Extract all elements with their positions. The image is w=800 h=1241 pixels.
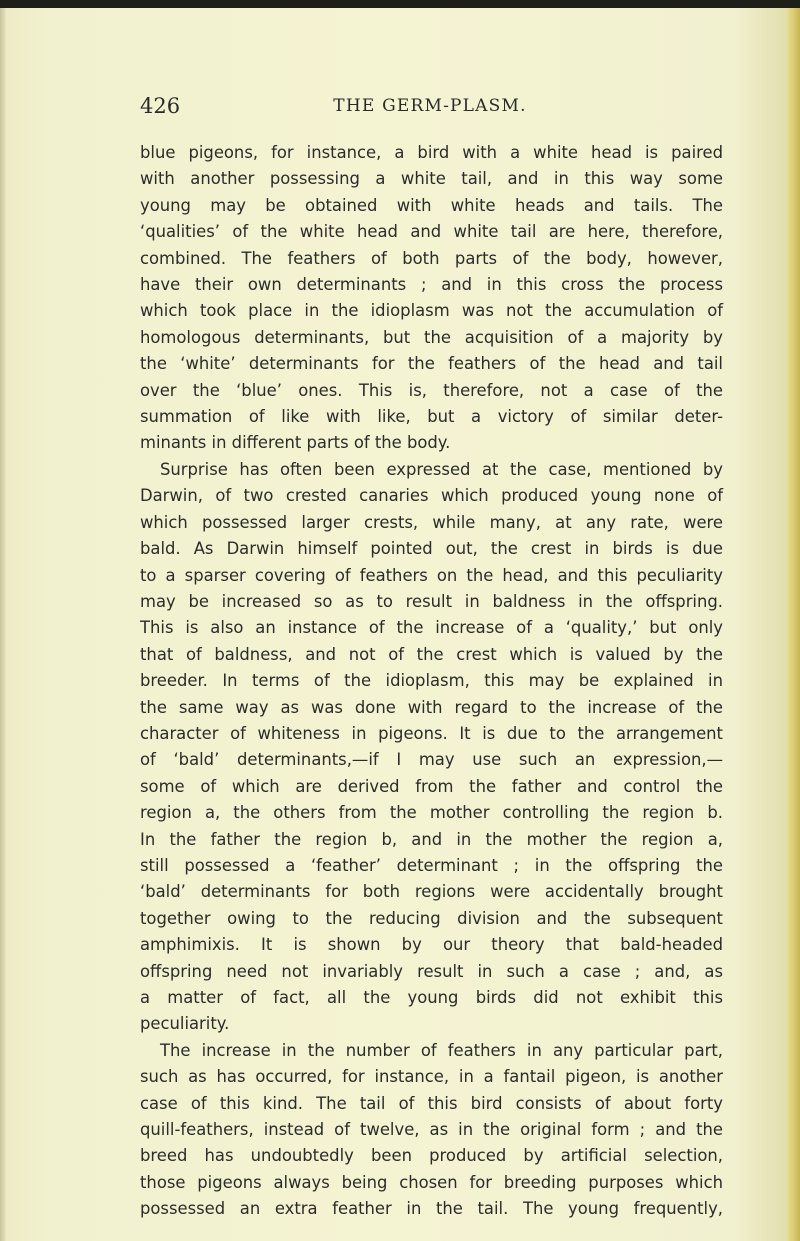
- text-line: minants in different parts of the body.: [140, 433, 451, 453]
- text-line: may be increased so as to result in baldness in the offspring.: [140, 591, 723, 611]
- text-line: ‘qualities’ of the white head and white tail are here, therefore,: [140, 222, 723, 242]
- text-line: summation of like with like, but a victory of similar deter-: [140, 407, 723, 427]
- text-line: This is also an instance of the increase of a ‘quality,’ but only: [140, 618, 723, 638]
- text-line: homologous determinants, but the acquisition of a majority by: [140, 327, 723, 347]
- text-line: some of which are derived from the father and control the: [140, 776, 723, 796]
- text-line: still possessed a ‘feather’ determinant ; in the offspring the: [140, 855, 723, 875]
- text-line: Darwin, of two crested canaries which produced young none of: [140, 486, 723, 506]
- text-line: the same way as was done with regard to the increase of the: [140, 697, 723, 717]
- text-line: breeder. In terms of the idioplasm, this may be explained in: [140, 671, 723, 691]
- text-line: blue pigeons, for instance, a bird with a white head is paired: [140, 143, 723, 162]
- text-line: case of this kind. The tail of this bird consists of about forty: [140, 1093, 723, 1113]
- text-line: In the father the region b, and in the mother the region a,: [140, 829, 723, 849]
- text-line: those pigeons always being chosen for breeding purposes which: [140, 1172, 723, 1192]
- text-line: ‘bald’ determinants for both regions were accidentally brought: [140, 882, 723, 902]
- scan-top-border: [0, 0, 800, 8]
- text-line: a matter of fact, all the young birds did not exhibit this: [140, 988, 723, 1007]
- text-line: The increase in the number of feathers in any particular part,: [160, 1040, 723, 1060]
- text-line: of ‘bald’ determinants,—if I may use such an expression,—: [140, 750, 723, 770]
- page-header: [140, 94, 720, 124]
- text-line: to a sparser covering of feathers on the head, and this peculiarity: [140, 565, 723, 585]
- text-line: possessed an extra feather in the tail. The young frequently,: [140, 1199, 723, 1219]
- text-line: young may be obtained with white heads and tails. The: [140, 195, 723, 215]
- text-line: offspring need not invariably result in such a case ; and, as: [140, 961, 723, 981]
- text-line: that of baldness, and not of the crest which is valued by the: [140, 644, 723, 664]
- text-line: region a, the others from the mother controlling the region b.: [140, 803, 723, 823]
- running-head: THE GERM-PLASM.: [333, 96, 527, 116]
- text-line: the ‘white’ determinants for the feathers of the head and tail: [140, 354, 723, 374]
- text-line: Surprise has often been expressed at the case, mentioned by: [160, 459, 723, 479]
- text-line: with another possessing a white tail, and in this way some: [140, 169, 723, 189]
- text-line: have their own determinants ; and in this cross the process: [140, 275, 723, 295]
- page-left-edge: [0, 8, 6, 1241]
- text-line: together owing to the reducing division and the subsequent: [140, 908, 723, 928]
- page-number: 426: [140, 94, 181, 118]
- text-line: peculiarity.: [140, 1014, 230, 1034]
- text-line: character of whiteness in pigeons. It is due to the arrangement: [140, 723, 723, 743]
- text-line: such as has occurred, for instance, in a fantail pigeon, is another: [140, 1067, 723, 1087]
- text-line: over the ‘blue’ ones. This is, therefore, not a case of the: [140, 380, 723, 400]
- page-right-edge: [786, 8, 800, 1241]
- text-line: quill-feathers, instead of twelve, as in the original form ; and the: [140, 1120, 723, 1140]
- text-line: combined. The feathers of both parts of the body, however,: [140, 248, 723, 268]
- text-line: bald. As Darwin himself pointed out, the crest in birds is due: [140, 539, 723, 559]
- text-line: breed has undoubtedly been produced by artificial selection,: [140, 1146, 723, 1166]
- text-line: which possessed larger crests, while many, at any rate, were: [140, 512, 723, 532]
- body-text: [140, 140, 723, 1223]
- text-line: which took place in the idioplasm was not the accumulation of: [140, 301, 723, 321]
- text-line: amphimixis. It is shown by our theory that bald-headed: [140, 935, 723, 955]
